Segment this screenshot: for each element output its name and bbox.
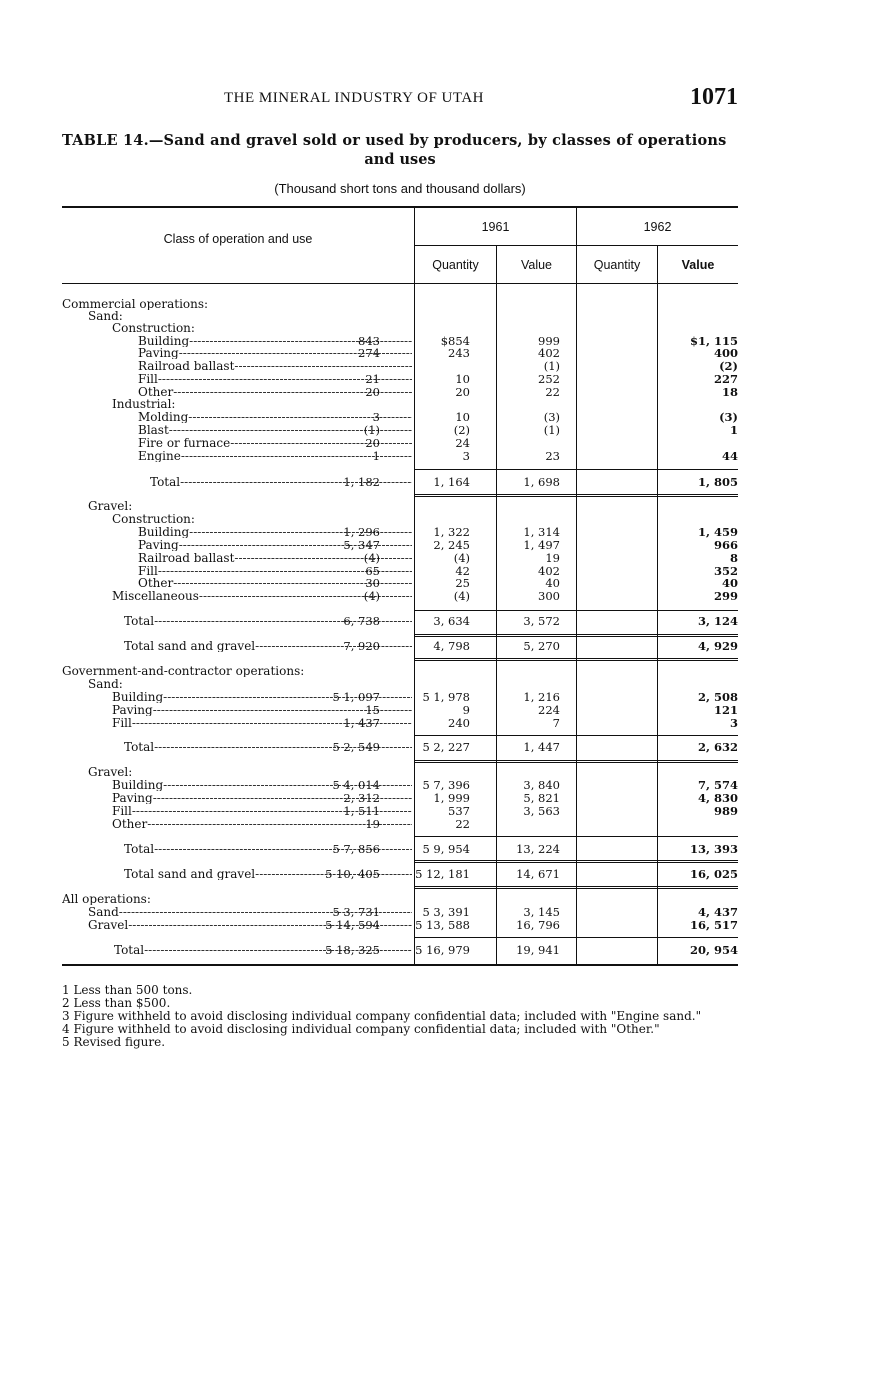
row-label: Total ----- <box>150 476 412 488</box>
quantity-1961-cell: 5 18, 325 <box>325 943 380 957</box>
value-1962-cell: (3) <box>719 410 738 424</box>
value-1961-cell: 42 <box>455 564 470 578</box>
value-1961-cell: 240 <box>448 716 470 730</box>
table-row <box>62 565 738 577</box>
sum-rule-gov-gravel-total <box>415 836 738 837</box>
value-1961-cell: 5 9, 954 <box>422 842 470 856</box>
table-row <box>62 590 738 602</box>
value-1961-cell: (4) <box>453 551 470 565</box>
table-row <box>62 398 738 410</box>
footnote-5: 5 Revised figure. <box>62 1035 166 1049</box>
quantity-1962-cell: (3) <box>543 410 560 424</box>
quantity-1962-cell: 1, 698 <box>523 475 560 489</box>
table-row <box>62 691 738 703</box>
quantity-1962-cell: 1, 447 <box>523 740 560 754</box>
value-1961-cell: 20 <box>455 385 470 399</box>
quantity-1962-cell: 22 <box>545 385 560 399</box>
table-row <box>62 779 738 791</box>
table-row <box>62 298 738 310</box>
running-head <box>62 86 738 116</box>
row-label: Building ----- <box>138 335 412 347</box>
quantity-1962-cell: 1, 216 <box>523 690 560 704</box>
quantity-1961-cell: 20 <box>365 385 380 399</box>
row-label: Fill ----- <box>138 373 412 385</box>
quantity-1961-cell: 15 <box>365 703 380 717</box>
quantity-1962-cell: 3, 840 <box>523 778 560 792</box>
quantity-1962-cell: 1, 314 <box>523 525 560 539</box>
value-1962-cell: 227 <box>713 372 738 386</box>
table-title-line2: and uses <box>364 151 436 168</box>
value-1962-cell: 4, 929 <box>697 639 738 653</box>
value-1962-cell: 989 <box>713 804 738 818</box>
sum-rule-commercial-bottom <box>415 658 738 661</box>
value-1962-cell: 3 <box>729 716 738 730</box>
table-row <box>62 476 738 488</box>
table-row <box>62 717 738 729</box>
table-title-line1: TABLE 14.—Sand and gravel sold or used by producers, by classes of operations <box>62 132 727 149</box>
footnote-2: 2 Less than $500. <box>62 996 171 1010</box>
table-row <box>62 450 738 462</box>
table-row <box>62 843 738 855</box>
value-1962-cell: (2) <box>719 359 738 373</box>
table-units: (Thousand short tons and thousand dollars) <box>274 181 526 196</box>
row-label: Railroad ballast ----- <box>138 552 412 564</box>
value-1962-cell: 16, 517 <box>689 918 738 932</box>
table-row <box>62 552 738 564</box>
table-row <box>62 893 738 905</box>
row-label: Fill ----- <box>112 717 412 729</box>
quantity-1961-cell: (4) <box>363 589 380 603</box>
table-row <box>62 665 738 677</box>
row-label: Total ----- <box>124 741 412 753</box>
quantity-1962-cell: 19, 941 <box>516 943 560 957</box>
quantity-1961-cell: 5 14, 594 <box>325 918 380 932</box>
row-label: Gravel ----- <box>88 919 412 931</box>
table-row <box>62 500 738 512</box>
value-1961-cell: 4, 798 <box>433 639 470 653</box>
row-label: Other ----- <box>138 386 412 398</box>
quantity-1961-cell: (1) <box>363 423 380 437</box>
quantity-1961-cell: 6, 738 <box>343 614 380 628</box>
quantity-1961-cell: 20 <box>365 436 380 450</box>
table-row <box>62 678 738 690</box>
footnote-1: 1 Less than 500 tons. <box>62 983 193 997</box>
col-label-header: Class of operation and use <box>163 232 313 246</box>
quantity-1962-cell: 7 <box>552 716 560 730</box>
row-label: Railroad ballast ----- <box>138 360 412 372</box>
table-row <box>62 766 738 778</box>
table-row <box>62 513 738 525</box>
table-row <box>62 335 738 347</box>
quantity-1961-header: Quantity <box>432 258 479 272</box>
value-1961-cell: 1, 322 <box>433 525 470 539</box>
table-row <box>62 373 738 385</box>
quantity-1961-cell: 5 4, 014 <box>332 778 380 792</box>
table-row <box>62 704 738 716</box>
quantity-1961-cell: (4) <box>363 551 380 565</box>
value-1962-cell: 2, 508 <box>697 690 738 704</box>
sum-rule-gov-sand-total <box>415 735 738 736</box>
row-label: All operations: <box>62 893 151 905</box>
row-label: Fill ----- <box>112 805 412 817</box>
value-1961-cell: 5 16, 979 <box>415 943 470 957</box>
row-label: Commercial operations: <box>62 298 209 310</box>
quantity-1961-cell: 1 <box>372 449 380 463</box>
row-label: Government-and-contractor operations: <box>62 665 305 677</box>
sum-rule-gravel-total <box>415 610 738 611</box>
quantity-1961-cell: 21 <box>365 372 380 386</box>
row-label: Construction: <box>112 513 195 525</box>
quantity-1962-cell: (1) <box>543 423 560 437</box>
row-label: Sand ----- <box>88 906 412 918</box>
row-label: Industrial: <box>112 398 176 410</box>
table-row <box>62 526 738 538</box>
row-label: Other ----- <box>112 818 412 830</box>
row-label: Blast ----- <box>138 424 412 436</box>
running-title: THE MINERAL INDUSTRY OF UTAH <box>224 90 485 106</box>
value-1961-cell: 2, 245 <box>433 538 470 552</box>
quantity-1962-header: Quantity <box>593 258 641 272</box>
value-1961-cell: 537 <box>448 804 470 818</box>
quantity-1962-cell: 224 <box>538 703 560 717</box>
value-1961-cell: 10 <box>455 372 470 386</box>
footnotes <box>62 984 738 1049</box>
table-row <box>62 347 738 359</box>
value-1961-cell: 9 <box>462 703 470 717</box>
quantity-1962-cell: 40 <box>545 576 560 590</box>
quantity-1962-cell: 999 <box>538 334 560 348</box>
row-label: Paving ----- <box>112 704 412 716</box>
value-1962-cell: 299 <box>713 589 738 603</box>
quantity-1961-cell: 3 <box>372 410 380 424</box>
value-1961-cell: 25 <box>455 576 470 590</box>
value-1961-cell: 10 <box>455 410 470 424</box>
footnote-4: 4 Figure withheld to avoid disclosing individual company confidential data; included with "Other." <box>62 1022 660 1036</box>
quantity-1961-cell: 19 <box>365 817 380 831</box>
quantity-1962-cell: 13, 224 <box>516 842 560 856</box>
quantity-1962-cell: 1, 497 <box>523 538 560 552</box>
quantity-1962-cell: 402 <box>538 564 560 578</box>
table-row <box>62 868 738 880</box>
quantity-1962-cell: 5, 821 <box>523 791 560 805</box>
row-label: Total sand and gravel ----- <box>124 868 412 880</box>
table-row <box>62 411 738 423</box>
value-1961-cell: 1, 164 <box>433 475 470 489</box>
quantity-1961-cell: 1, 511 <box>343 804 380 818</box>
row-label: Gravel: <box>88 500 133 512</box>
quantity-1962-cell: 5, 270 <box>523 639 560 653</box>
table-row <box>62 615 738 627</box>
value-1961-cell: 5 1, 978 <box>422 690 470 704</box>
quantity-1962-cell: 19 <box>545 551 560 565</box>
quantity-1961-cell: 1, 182 <box>343 475 380 489</box>
value-1962-cell: 1, 459 <box>697 525 738 539</box>
value-1962-cell: 44 <box>721 449 738 463</box>
quantity-1962-cell: (1) <box>543 359 560 373</box>
table-row <box>62 386 738 398</box>
value-1961-cell: (4) <box>453 589 470 603</box>
quantity-1961-cell: 1, 296 <box>343 525 380 539</box>
row-label: Engine ----- <box>138 450 412 462</box>
row-label: Sand: <box>88 678 123 690</box>
value-1961-cell: 5 7, 396 <box>422 778 470 792</box>
value-1962-cell: 1, 805 <box>697 475 738 489</box>
row-label: Sand: <box>88 310 123 322</box>
sum-rule-sand-total-bottom <box>415 494 738 497</box>
table-row <box>62 805 738 817</box>
value-1961-cell: 243 <box>448 346 470 360</box>
quantity-1962-cell: 300 <box>538 589 560 603</box>
row-label: Fire or furnace ----- <box>138 437 412 449</box>
row-label: Construction: <box>112 322 195 334</box>
table-row <box>62 437 738 449</box>
header-bottom-rule <box>62 283 738 284</box>
sum-rule-gov-gravel-bottom <box>415 860 738 863</box>
row-label: Building ----- <box>112 779 412 791</box>
quantity-1962-cell: 3, 145 <box>523 905 560 919</box>
value-1962-cell: 8 <box>729 551 738 565</box>
quantity-1961-cell: 5 3, 731 <box>332 905 380 919</box>
row-label: Miscellaneous ----- <box>112 590 412 602</box>
value-1961-cell: 5 3, 391 <box>422 905 470 919</box>
quantity-1962-cell: 14, 671 <box>516 867 560 881</box>
value-1961-cell: 3 <box>462 449 470 463</box>
value-1962-cell: 352 <box>713 564 738 578</box>
row-label: Gravel: <box>88 766 133 778</box>
row-label: Total sand and gravel ----- <box>124 640 412 652</box>
table-row <box>62 424 738 436</box>
value-1961-cell: 5 13, 588 <box>415 918 470 932</box>
quantity-1961-cell: 5 2, 549 <box>332 740 380 754</box>
sum-rule-sand-total <box>415 469 738 470</box>
table-row <box>62 818 738 830</box>
footnote-3: 3 Figure withheld to avoid disclosing individual company confidential data; included with "Engine sand." <box>62 1009 702 1023</box>
sum-rule-gravel-total-bottom <box>415 634 738 637</box>
quantity-1961-cell: 5 7, 856 <box>332 842 380 856</box>
value-1962-cell: 121 <box>713 703 738 717</box>
table-row <box>62 360 738 372</box>
quantity-1962-cell: 3, 563 <box>523 804 560 818</box>
quantity-1961-cell: 274 <box>358 346 380 360</box>
value-1961-cell: 24 <box>455 436 470 450</box>
table-row <box>62 906 738 918</box>
sum-rule-all-total <box>415 937 738 938</box>
value-1961-cell: $854 <box>440 334 470 348</box>
row-label: Other ----- <box>138 577 412 589</box>
table-row <box>62 310 738 322</box>
row-label: Paving ----- <box>138 347 412 359</box>
row-label: Molding ----- <box>138 411 412 423</box>
value-1961-cell: 22 <box>455 817 470 831</box>
value-1962-cell: 16, 025 <box>689 867 738 881</box>
sum-rule-gov-sand-bottom <box>415 760 738 763</box>
table-bottom-rule <box>62 964 738 966</box>
value-1961-cell: 3, 634 <box>433 614 470 628</box>
value-1962-cell: 13, 393 <box>689 842 738 856</box>
value-1961-cell: (2) <box>453 423 470 437</box>
row-label: Building ----- <box>112 691 412 703</box>
value-1962-header: Value <box>681 258 715 272</box>
value-1961-cell: 5 2, 227 <box>422 740 470 754</box>
row-label: Paving ----- <box>138 539 412 551</box>
value-1962-cell: 7, 574 <box>697 778 738 792</box>
row-label: Building ----- <box>138 526 412 538</box>
year-1961-header: 1961 <box>481 220 510 234</box>
quantity-1962-cell: 16, 796 <box>516 918 560 932</box>
quantity-1961-cell: 5, 347 <box>343 538 380 552</box>
table-row <box>62 539 738 551</box>
table-row <box>62 792 738 804</box>
value-1962-cell: 20, 954 <box>689 943 738 957</box>
table-row <box>62 640 738 652</box>
quantity-1962-cell: 402 <box>538 346 560 360</box>
value-1962-cell: $1, 115 <box>689 334 738 348</box>
quantity-1961-cell: 2, 312 <box>343 791 380 805</box>
quantity-1961-cell: 843 <box>358 334 380 348</box>
quantity-1961-cell: 5 10, 405 <box>325 867 380 881</box>
value-1962-cell: 4, 437 <box>697 905 738 919</box>
value-1962-cell: 4, 830 <box>697 791 738 805</box>
value-1961-cell: 1, 999 <box>433 791 470 805</box>
row-label: Total ----- <box>114 944 412 956</box>
value-1962-cell: 966 <box>713 538 738 552</box>
year-1962-header: 1962 <box>643 220 672 234</box>
quantity-1961-cell: 30 <box>365 576 380 590</box>
table-row <box>62 741 738 753</box>
value-1961-cell: 5 12, 181 <box>415 867 470 881</box>
row-label: Total ----- <box>124 615 412 627</box>
value-1962-cell: 400 <box>713 346 738 360</box>
year-underline <box>415 245 738 246</box>
table-row <box>62 577 738 589</box>
table-row <box>62 944 738 956</box>
value-1962-cell: 18 <box>721 385 738 399</box>
quantity-1962-cell: 23 <box>545 449 560 463</box>
row-label: Paving ----- <box>112 792 412 804</box>
quantity-1961-cell: 65 <box>365 564 380 578</box>
value-1962-cell: 2, 632 <box>697 740 738 754</box>
quantity-1961-cell: 1, 437 <box>343 716 380 730</box>
row-label: Fill ----- <box>138 565 412 577</box>
table-row <box>62 919 738 931</box>
table-title <box>62 132 738 168</box>
value-1962-cell: 1 <box>729 423 738 437</box>
table-row <box>62 322 738 334</box>
table-top-rule <box>62 206 738 208</box>
page-number: 1071 <box>690 84 738 110</box>
value-1962-cell: 3, 124 <box>697 614 738 628</box>
quantity-1961-cell: 7, 920 <box>343 639 380 653</box>
row-label: Total ----- <box>124 843 412 855</box>
quantity-1961-cell: 5 1, 097 <box>332 690 380 704</box>
sum-rule-gov-bottom <box>415 886 738 889</box>
quantity-1962-cell: 3, 572 <box>523 614 560 628</box>
quantity-1962-cell: 252 <box>538 372 560 386</box>
value-1961-header: Value <box>520 258 553 272</box>
value-1962-cell: 40 <box>721 576 738 590</box>
